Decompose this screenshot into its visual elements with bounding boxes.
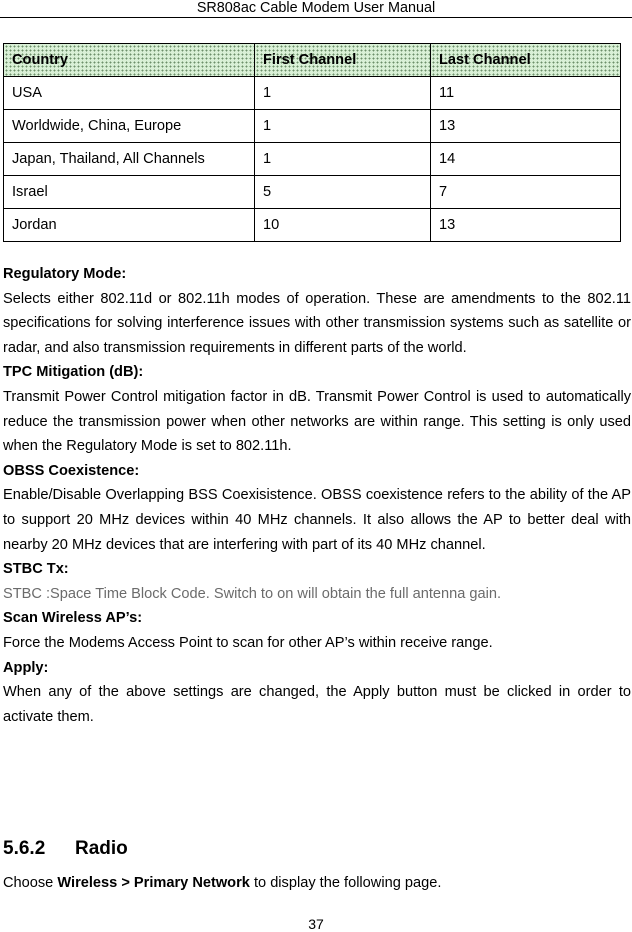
scan-wireless-aps-heading: Scan Wireless AP’s: xyxy=(3,610,143,627)
column-header-country: Country xyxy=(4,44,255,77)
table-cell-first-channel: 1 xyxy=(255,143,431,176)
table-cell-country: Jordan xyxy=(4,209,255,242)
tpc-mitigation-description: Transmit Power Control mitigation factor in dB. Transmit Power Control is used to automatically reduce the transmission power when other networks are within range. This setting is only used when the Regulatory Mode is set to 802.11h. xyxy=(3,388,631,455)
obss-coexistence-description: Enable/Disable Overlapping BSS Coexisistence. OBSS coexistence refers to the ability of the AP to support 20 MHz devices within 40 MHz channels. It also allows the AP to better deal with nearby 20 MHz devices that are interfering with part of its 40 MHz channel. xyxy=(3,487,631,553)
table-row xyxy=(4,209,621,242)
stbc-tx-description: STBC :Space Time Block Code. Switch to on will obtain the full antenna gain. xyxy=(3,585,502,602)
section-number: 5.6.2 xyxy=(3,838,46,859)
table-cell-country: Worldwide, China, Europe xyxy=(4,110,255,143)
regulatory-mode-heading: Regulatory Mode: xyxy=(3,266,127,282)
menu-path: Wireless > Primary Network xyxy=(57,875,250,891)
choose-instruction xyxy=(3,871,441,895)
table-cell-country: USA xyxy=(4,77,255,110)
stbc-tx-heading: STBC Tx: xyxy=(3,561,69,578)
section-heading-radio xyxy=(3,836,128,862)
table-cell-first-channel: 10 xyxy=(255,209,431,242)
settings-descriptions xyxy=(3,262,631,729)
choose-suffix: to display the following page. xyxy=(253,875,442,891)
column-header-first-channel: First Channel xyxy=(255,44,431,77)
table-cell-country: Israel xyxy=(4,176,255,209)
regulatory-mode-description: Selects either 802.11d or 802.11h modes of operation. These are amendments to the 802.11 specifications for solving interference issues with other transmission systems such as satellite or radar, and also transmission requirements in different parts of the world. xyxy=(3,290,631,356)
manual-title: SR808ac Cable Modem User Manual xyxy=(196,0,436,16)
table-row xyxy=(4,110,621,143)
table-cell-last-channel: 7 xyxy=(431,176,621,209)
tpc-mitigation-heading: TPC Mitigation (dB): xyxy=(3,364,144,381)
page-number: 37 xyxy=(308,916,324,932)
choose-prefix: Choose xyxy=(3,875,54,891)
table-cell-first-channel: 5 xyxy=(255,176,431,209)
table-cell-last-channel: 13 xyxy=(431,110,621,143)
apply-heading: Apply: xyxy=(3,659,49,676)
table-cell-last-channel: 11 xyxy=(431,77,621,110)
table-cell-last-channel: 13 xyxy=(431,209,621,242)
scan-wireless-aps-description: Force the Modems Access Point to scan for other AP’s within receive range. xyxy=(3,634,493,651)
table-header-row xyxy=(4,44,621,77)
table-row xyxy=(4,77,621,110)
page-header xyxy=(0,0,632,18)
table-row xyxy=(4,176,621,209)
column-header-last-channel: Last Channel xyxy=(431,44,621,77)
apply-description: When any of the above settings are changed, the Apply button must be clicked in order to activate them. xyxy=(3,684,631,725)
table-cell-first-channel: 1 xyxy=(255,110,431,143)
table-row xyxy=(4,143,621,176)
obss-coexistence-heading: OBSS Coexistence: xyxy=(3,462,140,479)
table-cell-country: Japan, Thailand, All Channels xyxy=(4,143,255,176)
channel-range-table xyxy=(3,43,621,242)
table-cell-first-channel: 1 xyxy=(255,77,431,110)
table-cell-last-channel: 14 xyxy=(431,143,621,176)
section-title: Radio xyxy=(75,838,128,859)
